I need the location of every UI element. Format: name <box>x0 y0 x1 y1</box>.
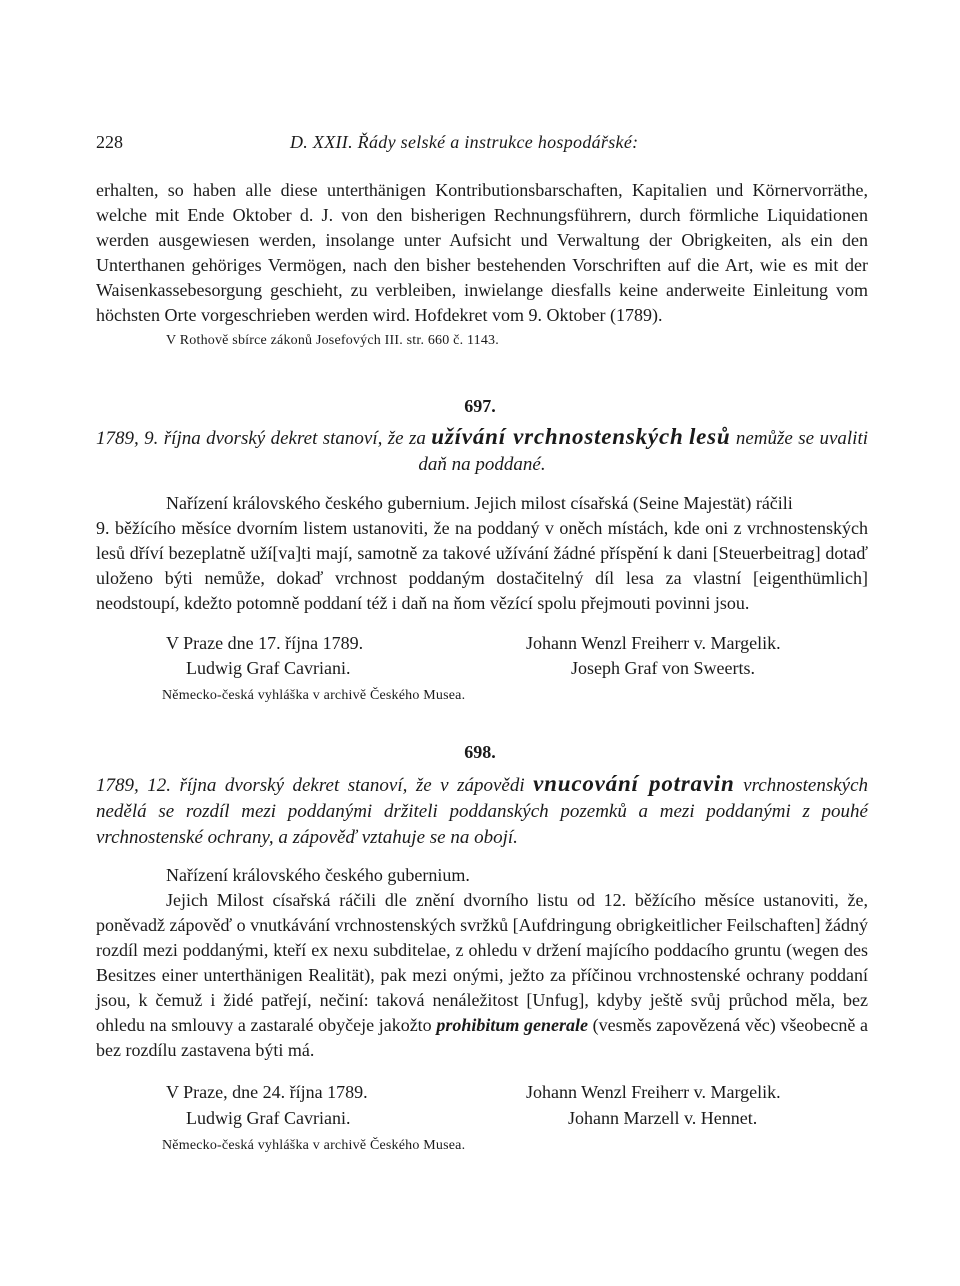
doc697-source: Německo-česká vyhláška v archivě Českého Musea. <box>162 688 466 703</box>
doc698-summary-part1: 1789, 12. října dvorský dekret stanoví, že v zápovědi <box>96 775 525 796</box>
doc697-signatures-row2 <box>96 658 868 682</box>
doc697-summary-key1: užívání vrchnostenských <box>431 424 684 449</box>
doc697-body-line1: Nařízení královského českého gubernium. Jejich milost císařská (Seine Majestät) ráčili <box>166 493 793 513</box>
doc698-body-a: Jejich Milost císařská ráčili dle znění dvorního listu od 12. běžícího měsíce ustanoviti, že, poněvadž zápověď o vnutkávání vrchnostenských svržků [Aufdringung obrigkeitlicher Feilschaften] žádný rozdíl mezi poddanými, kteří ex nexu subditelae, z ohledu v držení majícího poddacího gruntu (wegen des Besitzes einer unterthänigen Realität), pak mezi onými, ježto za příčinou vrchnostenské ochrany poddaní jsou, k čemuž i židé patřejí, nečiní: taková nenáležitost [Unfug], kdyby ještě svůj průchod měla, bez ohledu na smlouvy a zastaralé obyčeje jakožto <box>96 890 868 1035</box>
doc698-place-date: V Praze, dne 24. října 1789. <box>166 1082 368 1102</box>
doc697-signer-right-1: Johann Wenzl Freiherr v. Margelik. <box>526 633 781 653</box>
doc697-summary <box>96 424 868 478</box>
doc698-signer-right-2: Johann Marzell v. Hennet. <box>568 1108 758 1128</box>
doc697-place-date: V Praze dne 17. října 1789. <box>166 633 364 653</box>
page-number: 228 <box>96 132 123 152</box>
doc697-signer-right-2: Joseph Graf von Sweerts. <box>571 658 755 678</box>
doc697-summary-key2: lesů <box>688 424 731 449</box>
doc698-body-emphasis: prohibitum generale <box>436 1015 588 1035</box>
doc698-signatures-row1 <box>96 1082 868 1106</box>
doc697-summary-part1: 1789, 9. října dvorský dekret stanoví, že za <box>96 428 426 449</box>
doc698-summary-key: vnucování potravin <box>533 771 735 796</box>
doc698-body-intro: Nařízení královského českého gubernium. <box>166 865 470 885</box>
doc-number-697: 697. <box>464 396 496 416</box>
doc698-signer-left-2: Ludwig Graf Cavriani. <box>186 1108 351 1128</box>
continuation-source: V Rothově sbírce zákonů Josefových III. str. 660 č. 1143. <box>166 333 499 348</box>
doc697-signer-left-2: Ludwig Graf Cavriani. <box>186 658 351 678</box>
doc698-body <box>96 888 868 1063</box>
doc698-signer-right-1: Johann Wenzl Freiherr v. Margelik. <box>526 1082 781 1102</box>
doc-number-698: 698. <box>464 742 496 762</box>
doc698-body-b: (vesměs zapovězená věc) všeobecně a bez rozdílu zastavena býti má. <box>96 1015 869 1060</box>
doc698-source: Německo-česká vyhláška v archivě Českého Musea. <box>162 1138 466 1153</box>
doc698-signatures-row2 <box>96 1108 868 1132</box>
continuation-paragraph: erhalten, so haben alle diese unterthänigen Kontributionsbarschaften, Kapitalien und Körnervorräthe, welche mit Ende Oktober d. J. von den bisherigen Rechnungsführern, durch förmliche Liquidationen werden ausgewiesen werden, insolange unter Aufsicht und Verwaltung der Obrigkeiten, als ein den Unterthanen gehöriges Vermögen, nach den bisher bestehenden Vorschriften auf die Art, wie es mit der Waisenkassebesorgung geschieht, zu verbleiben, inwielange diesfalls keine anderweite Einleitung vom höchsten Orte vorgeschrieben werden wird. Hofdekret vom 9. Oktober (1789). <box>96 180 868 325</box>
page-header <box>96 132 868 158</box>
doc697-summary-part2: nemůže se uvaliti daň na poddané. <box>418 428 869 475</box>
doc698-section <box>96 771 868 1063</box>
running-title: D. XXII. Řády selské a instrukce hospodářské: <box>290 132 639 152</box>
doc698-summary-part2: vrchnostenských nedělá se rozdíl mezi poddanými držiteli poddanských pozemků a mezi poddanými z pouhé vrchnostenské ochrany, a zápověď vztahuje se na obojí. <box>96 775 869 848</box>
doc697-signatures-row1 <box>96 633 868 657</box>
doc698-summary <box>96 771 868 851</box>
doc697-body: 9. běžícího měsíce dvorním listem ustanoviti, že na poddaný v oněch místách, kde oni z vrchnostenských lesů dříví bezeplatně uží[va]ti mají, samotně za takové užívání žádné příspění k dani [Steuerbeitrag] dotaď uloženo býti nemůže, dokaď vrchnost poddaným dostačitelný díl lesa za vlastní [eigenthümlich] neodstoupí, kdežto potomně poddaní též i daň na ňom vězící spolu přejmouti povinni jsou. <box>96 518 868 613</box>
doc697-section <box>96 424 868 616</box>
continuation-section <box>96 178 868 351</box>
